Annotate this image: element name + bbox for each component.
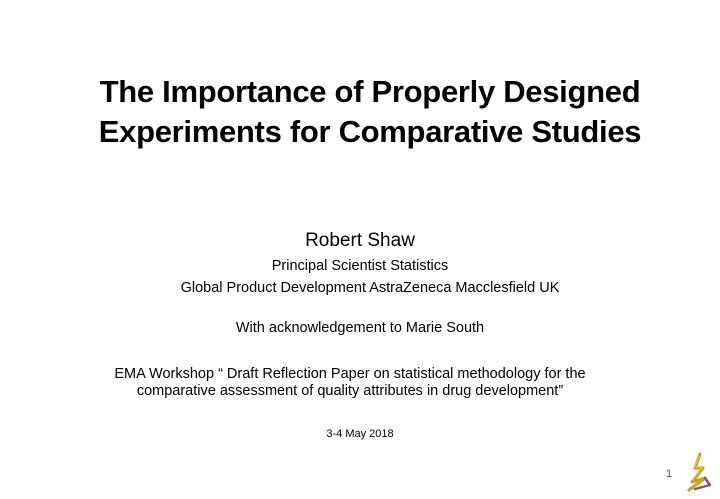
page-number: 1	[666, 468, 673, 480]
workshop-line-1: EMA Workshop “ Draft Reflection Paper on statistical methodology for the	[114, 366, 586, 382]
workshop-date: 3-4 May 2018	[326, 428, 394, 440]
workshop-line-2: comparative assessment of quality attributes in drug development”	[136, 383, 564, 399]
title-line-1: The Importance of Properly Designed	[99, 74, 641, 109]
workshop-info	[60, 366, 640, 400]
author-role: Principal Scientist Statistics	[271, 258, 449, 274]
title-line-2: Experiments for Comparative Studies	[98, 114, 642, 149]
acknowledgement: With acknowledgement to Marie South	[235, 320, 485, 336]
author-name: Robert Shaw	[305, 230, 415, 251]
author-department: Global Product Development AstraZeneca Macclesfield UK	[180, 280, 560, 296]
astrazeneca-logo-icon	[683, 452, 713, 492]
slide-title	[60, 72, 680, 152]
